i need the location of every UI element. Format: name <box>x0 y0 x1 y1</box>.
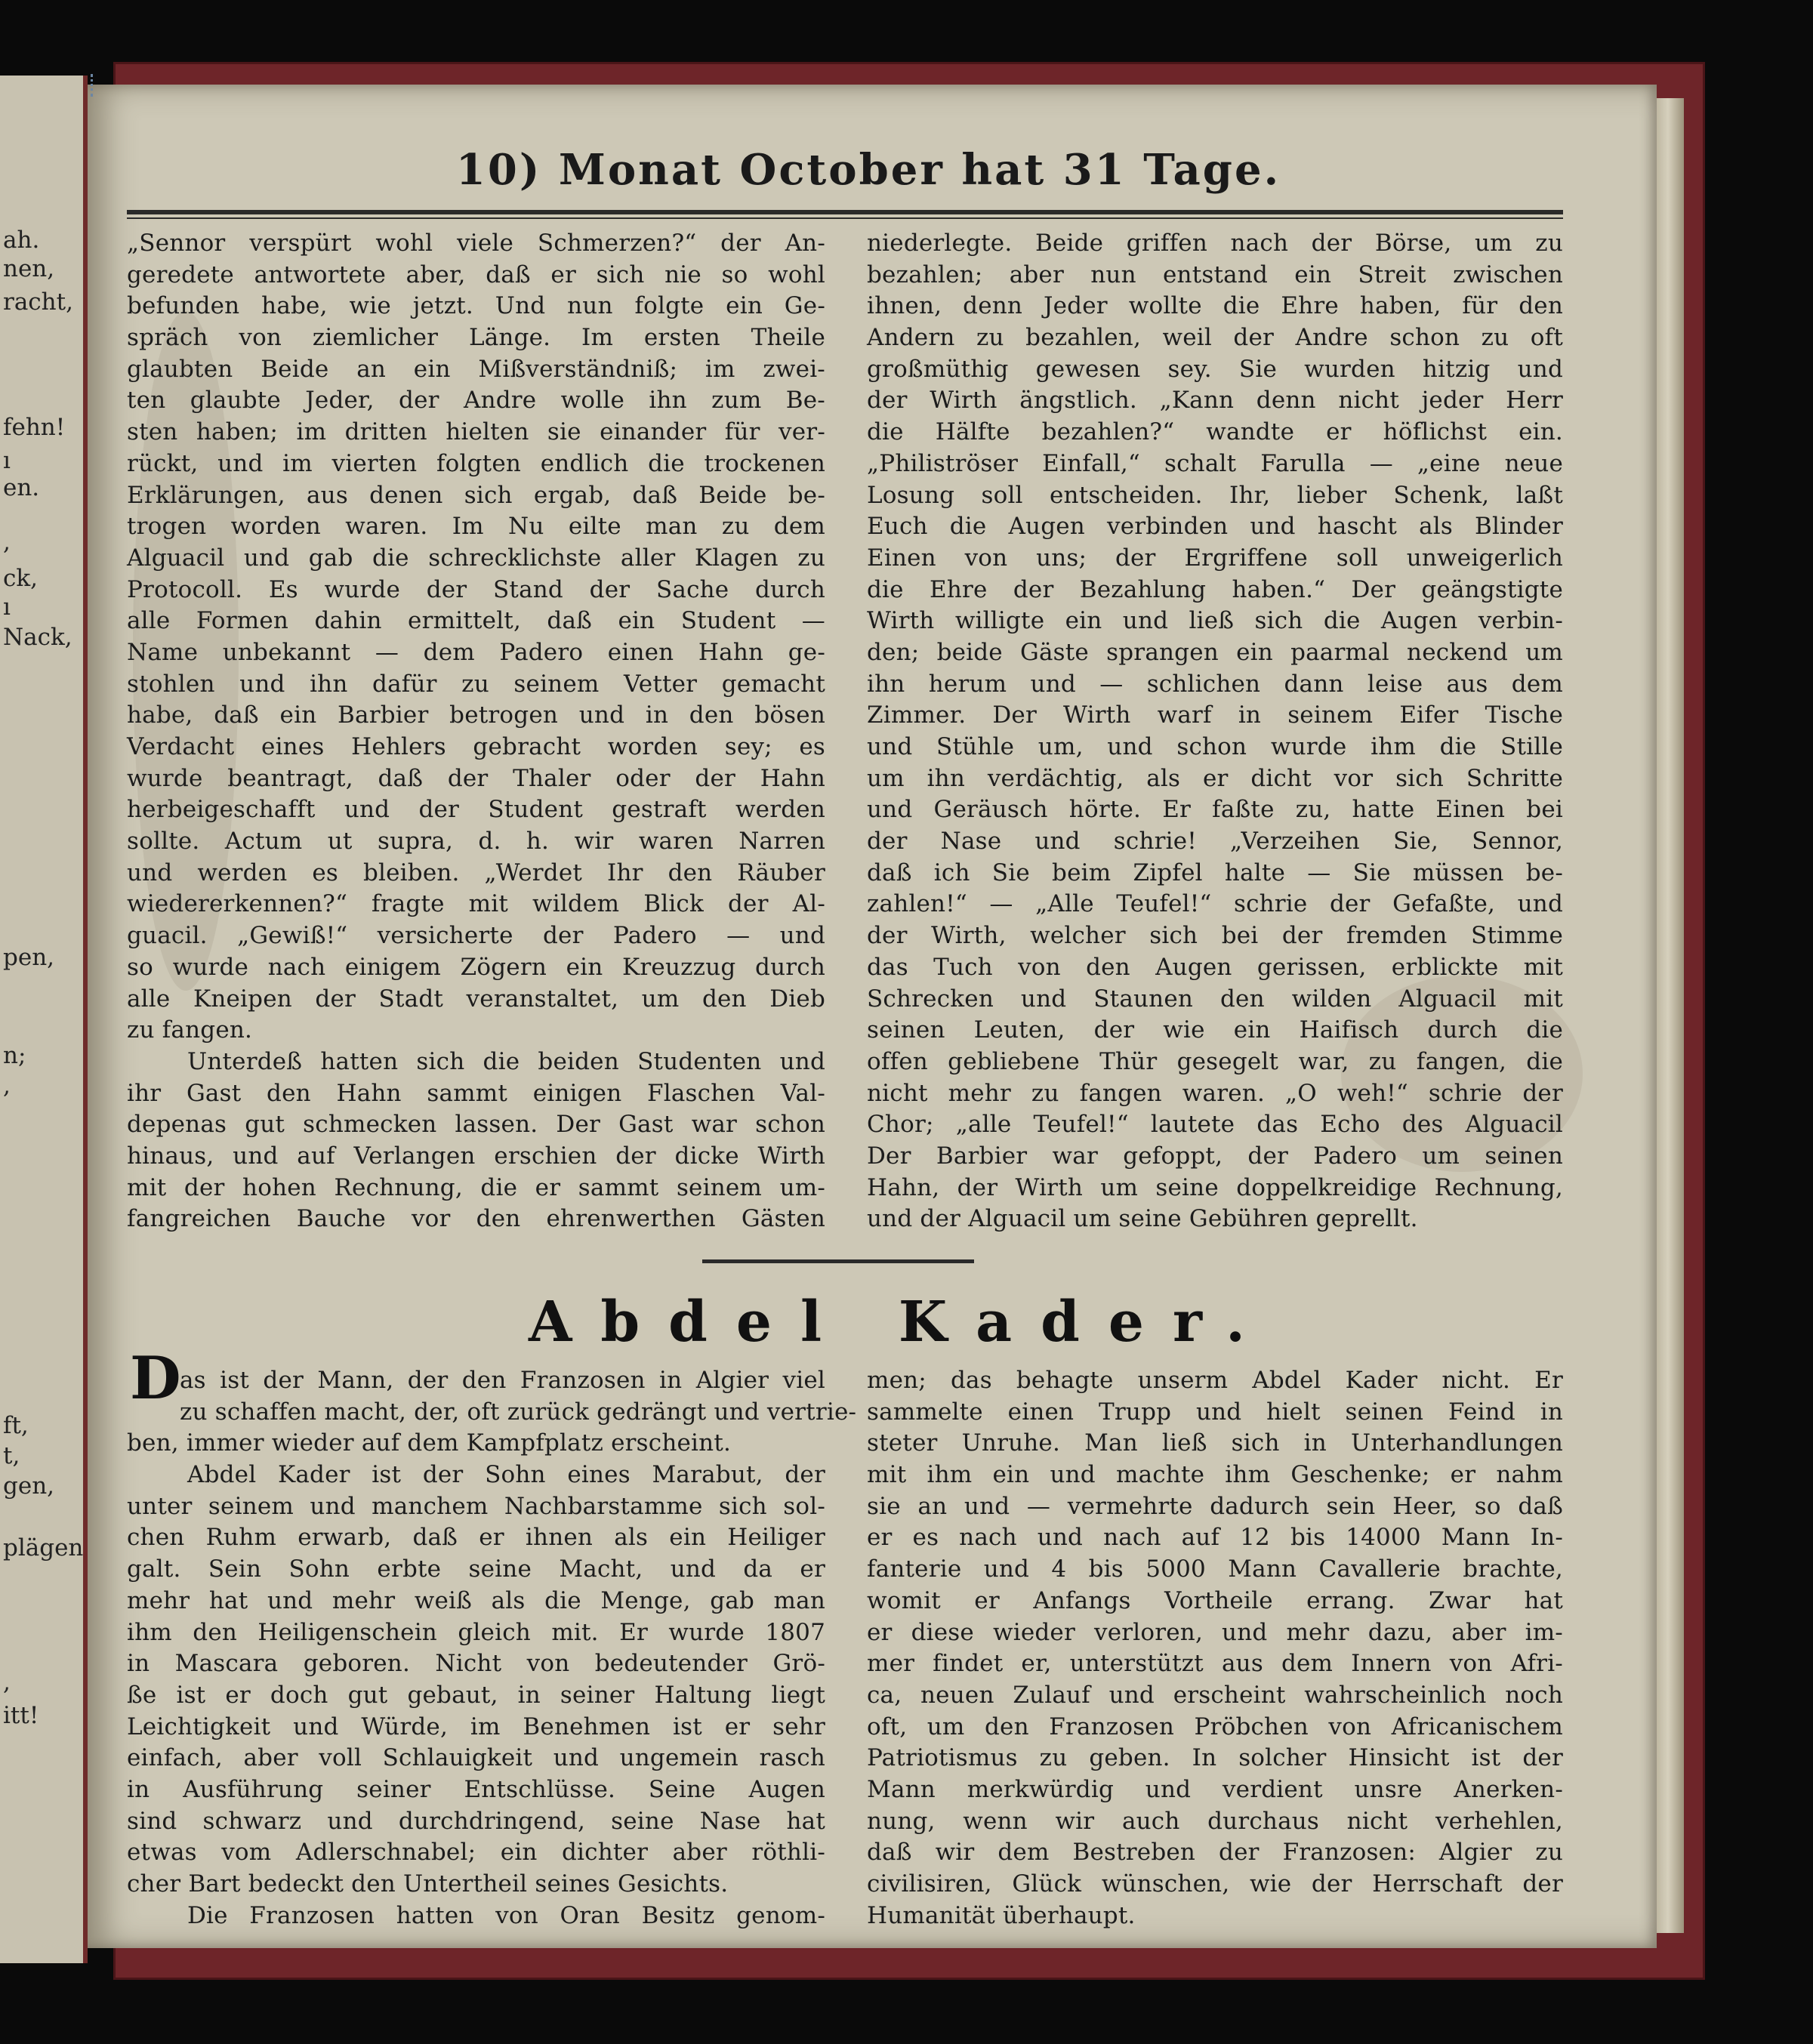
text-line: Andern zu bezahlen, weil der Andre schon zu oft <box>867 324 1563 352</box>
text-line: unter seinem und manchem Nachbarstamme sich sol- <box>127 1492 825 1520</box>
text-line: „Sennor verspürt wohl viele Schmerzen?“ der An- <box>127 230 825 257</box>
left-page-fragment: racht, <box>3 288 73 316</box>
text-line: ihr Gast den Hahn sammt einigen Flaschen Val- <box>127 1079 825 1107</box>
text-line: herbeigeschafft und der Student gestraft werden <box>127 796 825 824</box>
text-line: cher Bart bedeckt den Untertheil seines Gesichts. <box>127 1870 729 1898</box>
left-page-fragment: ft, <box>3 1412 29 1439</box>
text-line: Einen von uns; der Ergriffene soll unweigerlich <box>867 544 1563 572</box>
text-line: sie an und — vermehrte dadurch sein Heer, so daß <box>867 1492 1563 1520</box>
binding-stitch <box>91 74 103 97</box>
text-line: steter Unruhe. Man ließ sich in Unterhandlungen <box>867 1429 1563 1457</box>
text-line: mit ihm ein und machte ihm Geschenke; er nahm <box>867 1461 1563 1489</box>
text-line: er es nach und nach auf 12 bis 14000 Mann In- <box>867 1524 1563 1552</box>
text-line: guacil. „Gewiß!“ versicherte der Padero — und <box>127 922 825 950</box>
text-line: men; das behagte unserm Abdel Kader nicht. Er <box>867 1367 1563 1394</box>
text-line: Mann merkwürdig und verdient unsre Anerken- <box>867 1775 1563 1803</box>
left-page-fragment: gen, <box>3 1472 55 1500</box>
text-line: etwas vom Adlerschnabel; ein dichter aber röthli- <box>127 1839 825 1867</box>
text-line: ihm den Heiligenschein gleich mit. Er wurde 1807 <box>127 1618 825 1646</box>
text-line: in Ausführung seiner Entschlüsse. Seine Augen <box>127 1775 825 1803</box>
text-line: der Wirth ängstlich. „Kann denn nicht jeder Herr <box>867 387 1563 415</box>
text-line: Hahn, der Wirth um seine doppelkreidige Rechnung, <box>867 1173 1563 1201</box>
left-page-fragment: , <box>3 1072 11 1099</box>
text-line: „Philiströser Einfall,“ schalt Farulla — „eine neue <box>867 449 1563 477</box>
text-line: nicht mehr zu fangen waren. „O weh!“ schrie der <box>867 1079 1563 1107</box>
left-page-fragment: n; <box>3 1042 26 1069</box>
text-line: mehr hat und mehr weiß als die Menge, gab man <box>127 1586 825 1614</box>
text-line: Chor; „alle Teufel!“ lautete das Echo des Alguacil <box>867 1111 1563 1139</box>
story-right-column <box>867 228 1563 1235</box>
left-page-fragment: ah. <box>3 227 40 254</box>
left-page <box>0 76 83 1963</box>
text-line: Die Franzosen hatten von Oran Besitz genom- <box>187 1901 825 1929</box>
text-line: chen Ruhm erwarb, daß er ihnen als ein Heiliger <box>127 1524 825 1552</box>
left-page-fragment: pen, <box>3 944 55 971</box>
left-page-fragment: fehn! <box>3 414 66 441</box>
text-line: zu schaffen macht, der, oft zurück gedrängt und vertrie- <box>180 1398 857 1426</box>
text-line: die Hälfte bezahlen?“ wandte er höflichst ein. <box>867 418 1563 446</box>
text-line: habe, daß ein Barbier betrogen und in den bösen <box>127 701 825 729</box>
text-line: Name unbekannt — dem Padero einen Hahn ge- <box>127 638 825 666</box>
left-page-fragment: ck, <box>3 565 39 592</box>
text-line: fangreichen Bauche vor den ehrenwerthen Gästen <box>127 1205 825 1233</box>
text-line: der Nase und schrie! „Verzeihen Sie, Sennor, <box>867 828 1563 856</box>
text-line: Alguacil und gab die schrecklichste aller Klagen zu <box>127 544 825 572</box>
text-line: ihn herum und — schlichen dann leise aus dem <box>867 670 1563 698</box>
text-line: ten glaubte Jeder, der Andre wolle ihn zum Be- <box>127 387 825 415</box>
left-page-fragment: , <box>3 529 11 556</box>
header-rule <box>127 210 1563 214</box>
text-line: ben, immer wieder auf dem Kampfplatz erscheint. <box>127 1429 732 1457</box>
text-line: wurde beantragt, daß der Thaler oder der Hahn <box>127 764 825 792</box>
text-line: stohlen und ihn dafür zu seinem Vetter gemacht <box>127 670 825 698</box>
drop-cap: D <box>130 1344 181 1413</box>
text-line: seinen Leuten, der wie ein Haifisch durch die <box>867 1016 1563 1044</box>
text-line: alle Kneipen der Stadt veranstaltet, um den Dieb <box>127 985 825 1013</box>
left-page-fragment: ı <box>3 447 11 474</box>
header-rule-thin <box>127 217 1563 219</box>
text-line: mit der hohen Rechnung, die er sammt seinem um- <box>127 1173 825 1201</box>
left-page-fragment: Nack, <box>3 624 72 651</box>
text-line: Leichtigkeit und Würde, im Benehmen ist er sehr <box>127 1713 825 1740</box>
text-line: offen gebliebene Thür gesegelt war, zu fangen, die <box>867 1047 1563 1075</box>
text-line: großmüthig gewesen sey. Sie wurden hitzig und <box>867 355 1563 383</box>
text-line: civilisiren, Glück wünschen, wie der Herrschaft der <box>867 1870 1563 1898</box>
text-line: Verdacht eines Hehlers gebracht worden sey; es <box>127 733 825 760</box>
text-line: trogen worden waren. Im Nu eilte man zu dem <box>127 513 825 541</box>
text-line: der Wirth, welcher sich bei der fremden Stimme <box>867 922 1563 950</box>
text-line: sind schwarz und durchdringend, seine Nase hat <box>127 1807 825 1835</box>
left-page-fragment: ı <box>3 593 11 621</box>
text-line: befunden habe, wie jetzt. Und nun folgte ein Ge- <box>127 292 825 320</box>
text-line: Losung soll entscheiden. Ihr, lieber Schenk, laßt <box>867 481 1563 509</box>
text-line: glaubten Beide an ein Mißverständniß; im zwei- <box>127 355 825 383</box>
text-line: Protocoll. Es wurde der Stand der Sache durch <box>127 575 825 603</box>
page-header: 10) Monat October hat 31 Tage. <box>455 145 1281 195</box>
text-line: sten haben; im dritten hielten sie einander für ver- <box>127 418 825 446</box>
text-line: womit er Anfangs Vortheile errang. Zwar hat <box>867 1586 1563 1614</box>
text-line: galt. Sein Sohn erbte seine Macht, und da er <box>127 1555 825 1583</box>
text-line: rückt, und im vierten folgten endlich die trockenen <box>127 449 825 477</box>
left-page-fragment: plägen <box>3 1534 83 1562</box>
text-line: mer findet er, unterstützt aus dem Innern von Afri- <box>867 1650 1563 1678</box>
text-line: um ihn verdächtig, als er dicht vor sich Schritte <box>867 764 1563 792</box>
text-line: Schrecken und Staunen den wilden Alguacil mit <box>867 985 1563 1013</box>
story-left-column <box>127 228 825 1235</box>
text-line: und Geräusch hörte. Er faßte zu, hatte Einen bei <box>867 796 1563 824</box>
text-line: oft, um den Franzosen Pröbchen von Africanischem <box>867 1713 1563 1740</box>
text-line: Wirth willigte ein und ließ sich die Augen verbin- <box>867 607 1563 635</box>
text-line: Unterdeß hatten sich die beiden Studenten und <box>187 1047 825 1075</box>
text-line: ße ist er doch gut gebaut, in seiner Haltung liegt <box>127 1681 825 1709</box>
text-line: spräch von ziemlicher Länge. Im ersten Theile <box>127 324 825 352</box>
text-line: nung, wenn wir auch durchaus nicht verhehlen, <box>867 1807 1563 1835</box>
article-right-column <box>867 1365 1563 1931</box>
text-line: depenas gut schmecken lassen. Der Gast war schon <box>127 1111 825 1139</box>
left-page-fragment: itt! <box>3 1702 39 1729</box>
text-line: die Ehre der Bezahlung haben.“ Der geängstigte <box>867 575 1563 603</box>
text-line: Erklärungen, aus denen sich ergab, daß Beide be- <box>127 481 825 509</box>
text-line: hinaus, und auf Verlangen erschien der dicke Wirth <box>127 1142 825 1170</box>
text-line: zahlen!“ — „Alle Teufel!“ schrie der Gefaßte, und <box>867 890 1563 918</box>
left-page-fragment: en. <box>3 474 40 501</box>
text-line: Der Barbier war gefoppt, der Padero um seinen <box>867 1142 1563 1170</box>
text-line: geredete antwortete aber, daß er sich nie so wohl <box>127 261 825 288</box>
text-line: Patriotismus zu geben. In solcher Hinsicht ist der <box>867 1744 1563 1772</box>
text-line: as ist der Mann, der den Franzosen in Algier viel <box>180 1367 825 1394</box>
text-line: er diese wieder verloren, und mehr dazu, aber im- <box>867 1618 1563 1646</box>
section-divider <box>702 1259 974 1263</box>
text-line: alle Formen dahin ermittelt, daß ein Student — <box>127 607 825 635</box>
text-line: daß ich Sie beim Zipfel halte — Sie müssen be- <box>867 859 1563 886</box>
text-line: den; beide Gäste sprangen ein paarmal neckend um <box>867 638 1563 666</box>
text-line: und der Alguacil um seine Gebühren geprellt. <box>867 1205 1418 1233</box>
text-line: ca, neuen Zulauf und erscheint wahrscheinlich noch <box>867 1681 1563 1709</box>
text-line: wiedererkennen?“ fragte mit wildem Blick der Al- <box>127 890 825 918</box>
text-line: einfach, aber voll Schlauigkeit und ungemein rasch <box>127 1744 825 1772</box>
text-line: in Mascara geboren. Nicht von bedeutender Grö- <box>127 1650 825 1678</box>
text-line: Humanität überhaupt. <box>867 1901 1136 1929</box>
text-line: ihnen, denn Jeder wollte die Ehre haben, für den <box>867 292 1563 320</box>
text-line: Abdel Kader ist der Sohn eines Marabut, der <box>187 1461 825 1489</box>
left-page-fragment: , <box>3 1669 11 1696</box>
left-page-fragment: nen, <box>3 255 55 282</box>
text-line: das Tuch von den Augen gerissen, erblickte mit <box>867 953 1563 981</box>
text-line: zu fangen. <box>127 1016 253 1044</box>
text-line: bezahlen; aber nun entstand ein Streit zwischen <box>867 261 1563 288</box>
text-line: sollte. Actum ut supra, d. h. wir waren Narren <box>127 828 825 856</box>
text-line: Euch die Augen verbinden und hascht als Blinder <box>867 513 1563 541</box>
text-line: und werden es bleiben. „Werdet Ihr den Räuber <box>127 859 825 886</box>
text-line: niederlegte. Beide griffen nach der Börse, um zu <box>867 230 1563 257</box>
text-line: daß wir dem Bestreben der Franzosen: Algier zu <box>867 1839 1563 1867</box>
text-line: und Stühle um, und schon wurde ihm die Stille <box>867 733 1563 760</box>
text-line: Zimmer. Der Wirth warf in seinem Eifer Tische <box>867 701 1563 729</box>
text-line: fanterie und 4 bis 5000 Mann Cavallerie brachte, <box>867 1555 1563 1583</box>
left-page-fragment: t, <box>3 1442 20 1469</box>
text-line: sammelte einen Trupp und hielt seinen Feind in <box>867 1398 1563 1426</box>
article-left-column <box>127 1365 857 1931</box>
text-line: so wurde nach einigem Zögern ein Kreuzzug durch <box>127 953 825 981</box>
article-title: Abdel Kader. <box>529 1290 1274 1355</box>
